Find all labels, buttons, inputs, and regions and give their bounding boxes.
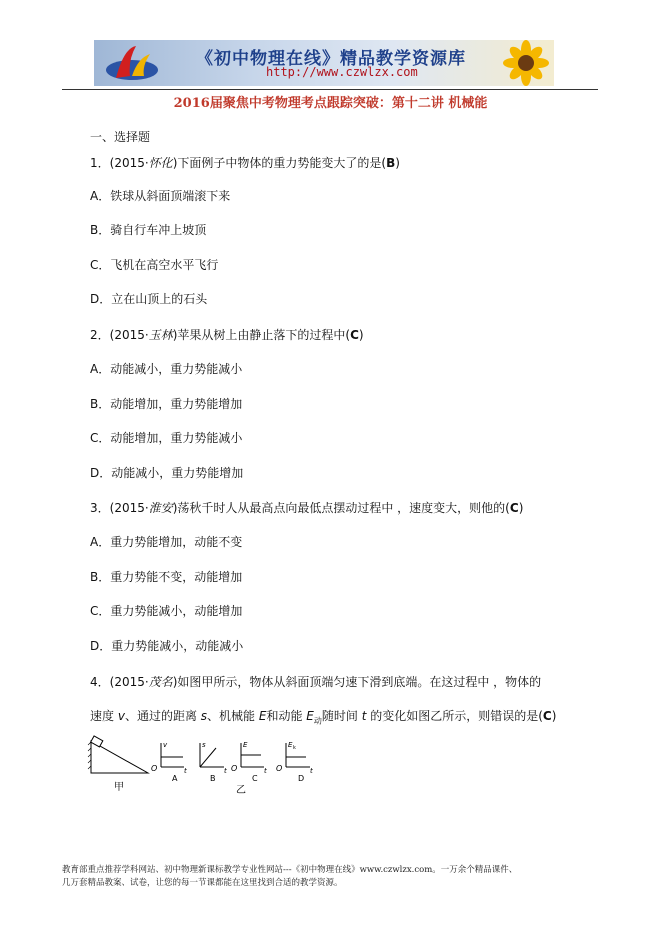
answer-letter: C — [350, 328, 359, 342]
header-divider — [62, 89, 598, 90]
figure-caption-right: 乙 — [236, 785, 246, 796]
answer-letter: C — [542, 709, 552, 723]
origin-label: O — [276, 764, 283, 773]
site-logo-icon — [102, 42, 164, 86]
section-heading: 一、选择题 — [90, 130, 151, 144]
y-axis-subscript: k — [293, 745, 296, 751]
document-title: 2016届聚焦中考物理考点跟踪突破：第十二讲 机械能 — [173, 96, 488, 111]
question-text: )苹果从树上由静止落下的过程中( — [172, 328, 351, 342]
question-source: 怀化 — [148, 156, 173, 170]
y-axis-label: E — [288, 741, 293, 749]
symbol-s: s — [200, 709, 208, 723]
question-text: )荡秋千时人从最高点向最低点摆动过程中 ，速度变大，则他的( — [172, 501, 510, 515]
text-fragment: 速度 — [90, 709, 118, 723]
close-paren: ) — [395, 156, 400, 170]
footer-line-2: 几万套精品教案、试卷，让您的每一节课都能在这里找到合适的教学资源。 — [62, 878, 343, 888]
text-fragment: 、机械能 — [207, 709, 259, 723]
graph-a — [151, 741, 187, 783]
graph-letter: D — [298, 774, 305, 783]
text-fragment: 随时间 — [321, 709, 362, 723]
graph-b — [200, 741, 227, 783]
symbol-v: v — [117, 709, 125, 723]
figure-caption-left: 甲 — [114, 782, 124, 793]
symbol-t: t — [361, 709, 367, 723]
question-1-option-a: A．铁球从斜面顶端滚下来 — [90, 189, 231, 203]
question-text: )如图甲所示，物体从斜面顶端匀速下滑到底端。在这过程中 ，物体的 — [172, 675, 542, 689]
answer-letter: C — [509, 501, 519, 515]
question-4-figure — [86, 735, 346, 797]
question-2-option-d: D．动能减小，重力势能增加 — [90, 466, 244, 480]
text-fragment: 和动能 — [266, 709, 307, 723]
question-number: 4．(2015· — [90, 675, 149, 689]
graph-letter: C — [252, 774, 258, 783]
question-3-option-b: B．重力势能不变，动能增加 — [90, 570, 243, 584]
symbol-e: E — [258, 709, 267, 723]
graph-c — [231, 741, 267, 783]
y-axis-label: E — [243, 741, 248, 749]
question-source: 淮安 — [148, 501, 173, 515]
question-number: 2．(2015· — [90, 328, 149, 342]
symbol-ek: E — [306, 709, 314, 723]
question-text: )下面例子中物体的重力势能变大了的是( — [172, 156, 387, 170]
question-2-option-b: B．动能增加，重力势能增加 — [90, 397, 243, 411]
text-fragment: 、通过的距离 — [124, 709, 201, 723]
x-axis-label: t — [264, 767, 267, 775]
graph-letter: A — [172, 774, 178, 783]
origin-label: O — [231, 764, 238, 773]
x-axis-label: t — [310, 767, 313, 775]
question-1-stem — [90, 155, 400, 171]
question-1-option-c: C．飞机在高空水平飞行 — [90, 258, 219, 272]
question-3-option-a: A．重力势能增加，动能不变 — [90, 535, 243, 549]
x-axis-label: t — [224, 767, 227, 775]
close-paren: ) — [518, 501, 524, 515]
symbol-ek-subscript: 动 — [313, 716, 322, 726]
question-number: 3．(2015· — [90, 501, 149, 515]
incline-diagram — [88, 736, 148, 773]
x-axis-label: t — [184, 767, 187, 775]
question-source: 玉林 — [148, 328, 173, 342]
question-3-stem — [90, 500, 523, 516]
page-footer — [62, 864, 602, 890]
close-paren: ) — [358, 328, 364, 342]
question-1-option-b: B．骑自行车冲上坡顶 — [90, 223, 207, 237]
text-fragment: 的变化如图乙所示，则错误的是( — [366, 709, 543, 723]
banner-title: 《初中物理在线》精品教学资源库 — [196, 49, 466, 69]
origin-label: O — [151, 764, 158, 773]
graph-letter: B — [210, 774, 216, 783]
question-2-option-c: C．动能增加，重力势能减小 — [90, 431, 243, 445]
close-paren: ) — [551, 709, 557, 723]
sunflower-icon — [486, 40, 550, 86]
question-source: 茂名 — [148, 675, 173, 689]
question-2-stem — [90, 327, 364, 343]
question-1-option-d: D．立在山顶上的石头 — [90, 292, 208, 306]
footer-line-1: 教育部重点推荐学科网站、初中物理新课标教学专业性网站---《初中物理在线》www.czwlzx.com。一万余个精品课件、 — [62, 865, 518, 875]
y-axis-label: s — [202, 741, 206, 749]
question-4-stem-line-2 — [90, 708, 556, 729]
site-banner — [94, 40, 554, 86]
question-4-stem-line-1 — [90, 674, 541, 690]
question-2-option-a: A．动能减小，重力势能减小 — [90, 362, 243, 376]
graph-d — [276, 741, 313, 783]
y-axis-label: v — [163, 741, 168, 749]
banner-url[interactable]: http://www.czwlzx.com — [266, 65, 418, 79]
question-number: 1．(2015· — [90, 156, 149, 170]
question-3-option-c: C．重力势能减小，动能增加 — [90, 604, 243, 618]
question-3-option-d: D．重力势能减小，动能减小 — [90, 639, 244, 653]
answer-letter: B — [386, 156, 396, 170]
